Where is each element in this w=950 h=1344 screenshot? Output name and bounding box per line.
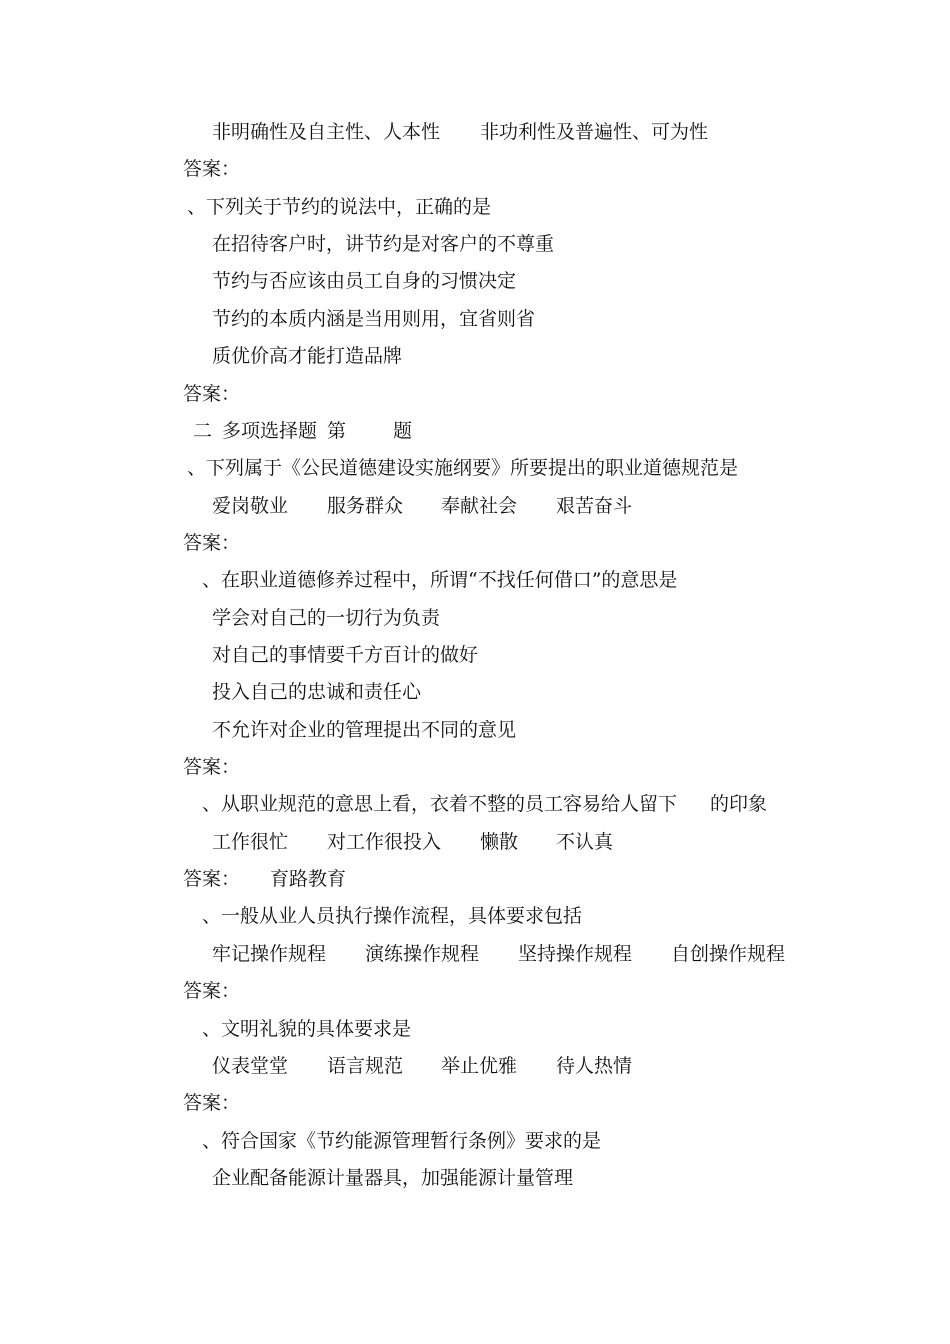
- question-stem: 、从职业规范的意思上看，衣着不整的员工容易给人留下: [202, 793, 678, 815]
- option-d: 待人热情: [556, 1055, 633, 1077]
- question-stem-row: [0, 792, 950, 816]
- option-c: 投入自己的忠诚和责任心: [212, 681, 422, 703]
- section-ti: 题: [393, 420, 413, 442]
- section-number: 二: [193, 420, 213, 442]
- section-di: 第: [327, 420, 347, 442]
- option-b: 对工作很投入: [327, 831, 442, 853]
- answer-label: 答案：: [183, 1092, 241, 1114]
- options-row: [0, 494, 950, 518]
- answer-label: 答案：: [183, 756, 241, 778]
- options-row: [0, 830, 950, 854]
- option-a: 爱岗敬业: [212, 495, 289, 517]
- prev-question-options-row: [0, 120, 950, 144]
- answer-label: 答案：: [183, 532, 241, 554]
- option-a: 企业配备能源计量器具，加强能源计量管理: [212, 1167, 574, 1189]
- option-c: 懒散: [480, 831, 519, 853]
- option-c: 举止优雅: [441, 1055, 518, 1077]
- option-c: 节约的本质内涵是当用则用，宜省则省: [212, 308, 536, 330]
- option-d: 自创操作规程: [671, 943, 786, 965]
- question-stem: 、下列关于节约的说法中，正确的是: [187, 196, 492, 218]
- options-row: [0, 942, 950, 966]
- option-d: 质优价高才能打造品牌: [212, 345, 403, 367]
- answer-label: 答案：: [183, 868, 241, 890]
- option-a: 在招待客户时，讲节约是对客户的不尊重: [212, 233, 555, 255]
- option-b: 对自己的事情要千方百计的做好: [212, 644, 479, 666]
- option-b: 节约与否应该由员工自身的习惯决定: [212, 270, 517, 292]
- section-title: 多项选择题: [222, 420, 318, 442]
- question-stem: 、在职业道德修养过程中，所谓“不找任何借口”的意思是: [202, 569, 678, 591]
- option-a: 学会对自己的一切行为负责: [212, 607, 441, 629]
- section-heading: [0, 419, 950, 443]
- option-d: 不认真: [556, 831, 614, 853]
- option-c: 坚持操作规程: [518, 943, 633, 965]
- question-stem: 、一般从业人员执行操作流程，具体要求包括: [202, 905, 583, 927]
- answer-label: 答案：: [183, 383, 241, 405]
- options-row: [0, 1054, 950, 1078]
- option-a: 牢记操作规程: [212, 943, 327, 965]
- question-stem: 、符合国家《节约能源管理暂行条例》要求的是: [202, 1130, 602, 1152]
- option-b: 演练操作规程: [365, 943, 480, 965]
- answer-extra-text: 育路教育: [270, 868, 347, 890]
- option-a: 工作很忙: [212, 831, 289, 853]
- answer-label: 答案：: [183, 980, 241, 1002]
- option-b: 服务群众: [327, 495, 404, 517]
- question-stem: 、下列属于《公民道德建设实施纲要》所要提出的职业道德规范是: [187, 457, 739, 479]
- answer-label: 答案：: [183, 158, 241, 180]
- option-b: 语言规范: [327, 1055, 404, 1077]
- option-c: 非明确性及自主性、人本性: [212, 121, 441, 143]
- option-d: 艰苦奋斗: [556, 495, 633, 517]
- option-d: 非功利性及普遍性、可为性: [480, 121, 709, 143]
- question-stem-tail: 的印象: [710, 793, 768, 815]
- option-d: 不允许对企业的管理提出不同的意见: [212, 719, 517, 741]
- option-a: 仪表堂堂: [212, 1055, 289, 1077]
- option-c: 奉献社会: [441, 495, 518, 517]
- answer-row: [0, 867, 950, 891]
- question-stem: 、文明礼貌的具体要求是: [202, 1018, 412, 1040]
